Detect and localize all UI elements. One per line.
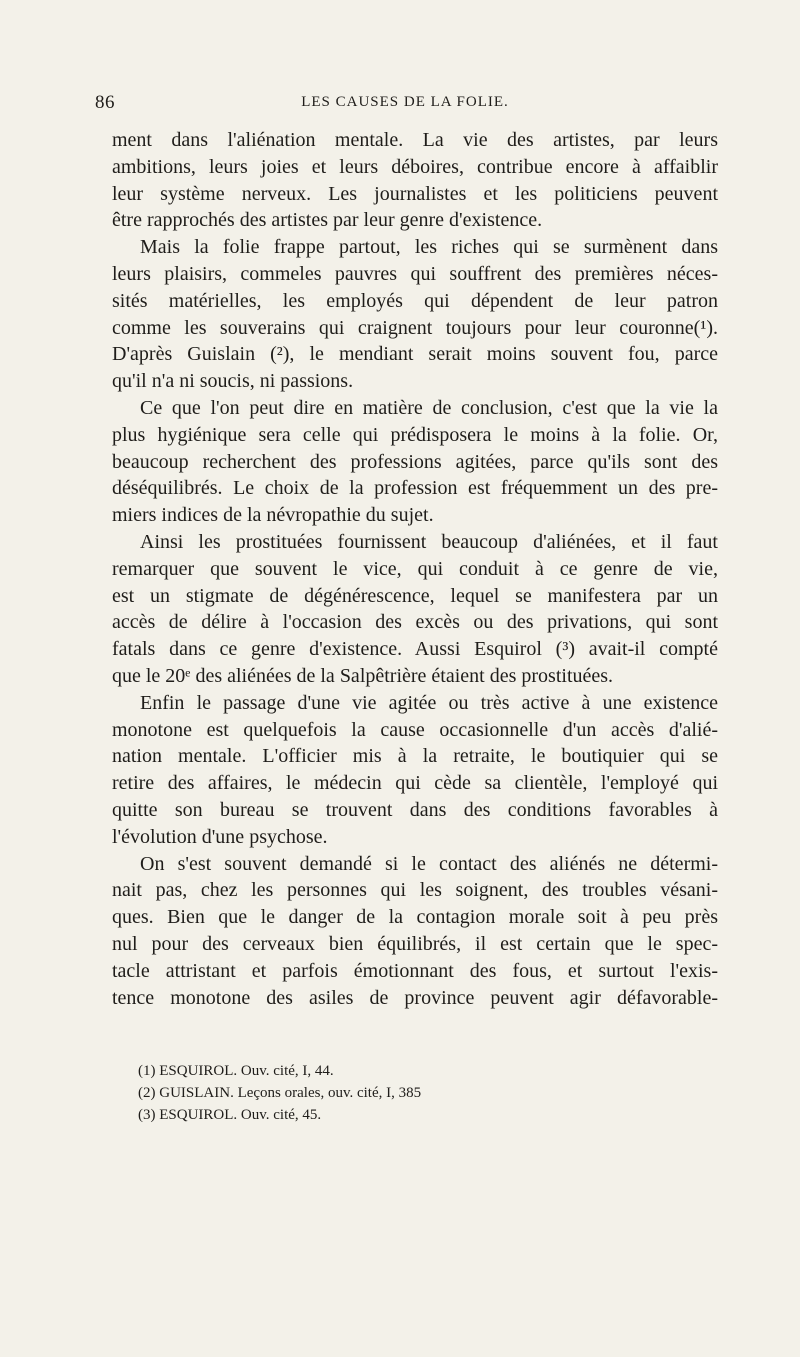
text-line: D'après Guislain (²), le mendiant serait moins souvent fou, parce (112, 343, 718, 366)
text-line: plus hygiénique sera celle qui prédisposera le moins à la folie. Or, (112, 423, 718, 446)
text-line: ment dans l'aliénation mentale. La vie des artistes, par leurs (112, 129, 718, 151)
text-line: leurs plaisirs, commeles pauvres qui souffrent des premières néces- (112, 262, 718, 285)
footnote: (2) GUISLAIN. Leçons orales, ouv. cité, I, 385 (138, 1085, 422, 1101)
text-line: déséquilibrés. Le choix de la profession est fréquemment un des pre- (112, 477, 718, 500)
text-line: nation mentale. L'officier mis à la retraite, le boutiquier qui se (112, 745, 718, 768)
text-line: retire des affaires, le médecin qui cède sa clientèle, l'employé qui (112, 772, 718, 795)
text-line: qu'il n'a ni soucis, ni passions. (112, 370, 354, 393)
running-title: LES CAUSES DE LA FOLIE. (301, 94, 509, 110)
page-number: 86 (95, 92, 115, 113)
body-text (112, 127, 718, 1011)
footnote: (1) ESQUIROL. Ouv. cité, I, 44. (138, 1063, 334, 1079)
text-line: Mais la folie frappe partout, les riches qui se surmènent dans (140, 236, 718, 259)
text-line: ques. Bien que le danger de la contagion morale soit à peu près (112, 906, 718, 929)
text-line: monotone est quelquefois la cause occasionnelle d'un accès d'alié- (112, 718, 718, 741)
text-line: beaucoup recherchent des professions agitées, parce qu'ils sont des (112, 450, 718, 473)
text-line: quitte son bureau se trouvent dans des conditions favorables à (112, 798, 718, 821)
text-line: fatals dans ce genre d'existence. Aussi Esquirol (³) avait-il compté (112, 638, 718, 661)
text-line: nait pas, chez les personnes qui les soignent, des troubles vésani- (112, 879, 718, 902)
text-line: ambitions, leurs joies et leurs déboires, contribue encore à affaiblir (112, 155, 718, 178)
text-line: accès de délire à l'occasion des excès ou des privations, qui sont (112, 611, 718, 634)
text-line: leur système nerveux. Les journalistes et les politiciens peuvent (112, 182, 718, 205)
text-line: On s'est souvent demandé si le contact des aliénés ne détermi- (140, 852, 718, 875)
footnotes (138, 1060, 698, 1126)
text-line: miers indices de la névropathie du sujet. (112, 504, 434, 527)
text-line: remarquer que souvent le vice, qui conduit à ce genre de vie, (112, 557, 718, 580)
text-line: Ce que l'on peut dire en matière de conclusion, c'est que la vie la (140, 396, 718, 419)
text-line: tence monotone des asiles de province peuvent agir défavorable- (112, 986, 718, 1009)
text-line: que le 20ᵉ des aliénées de la Salpêtrière étaient des prostituées. (112, 664, 614, 687)
text-line: l'évolution d'une psychose. (112, 825, 328, 848)
text-line: Ainsi les prostituées fournissent beaucoup d'aliénées, et il faut (140, 530, 718, 553)
text-line: tacle attristant et parfois émotionnant des fous, et surtout l'exis- (112, 959, 718, 982)
text-line: sités matérielles, les employés qui dépendent de leur patron (112, 289, 718, 312)
text-line: est un stigmate de dégénérescence, lequel se manifestera par un (112, 584, 718, 607)
text-line: être rapprochés des artistes par leur genre d'existence. (112, 209, 543, 232)
footnote: (3) ESQUIROL. Ouv. cité, 45. (138, 1107, 322, 1123)
text-line: Enfin le passage d'une vie agitée ou très active à une existence (140, 691, 718, 714)
text-line: comme les souverains qui craignent toujours pour leur couronne(¹). (112, 316, 718, 339)
text-line: nul pour des cerveaux bien équilibrés, il est certain que le spec- (112, 932, 718, 955)
